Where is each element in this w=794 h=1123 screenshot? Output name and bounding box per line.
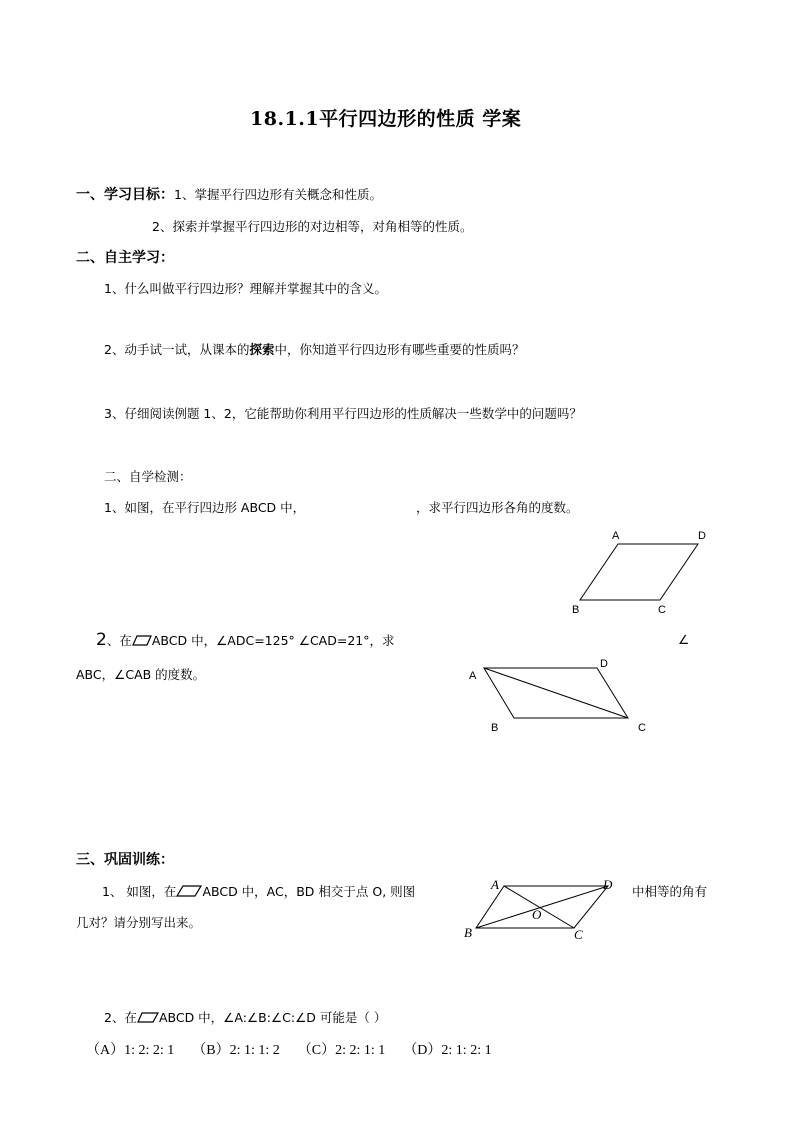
- vertex-label-c: C: [638, 722, 646, 734]
- diagonal-ac: [484, 668, 628, 718]
- figure-parallelogram-2: [464, 654, 654, 738]
- option-c: （C）2: 2: 1: 1: [297, 1043, 386, 1058]
- option-b: （B）2: 1: 1: 2: [192, 1043, 280, 1058]
- parallelogram-symbol-icon: [132, 635, 152, 646]
- diagonal-bd: [476, 886, 608, 928]
- vertex-label-b: B: [491, 722, 499, 734]
- exercise-1-line-1: [102, 882, 415, 900]
- parallelogram-shape: [580, 544, 698, 600]
- option-d: （D）2: 1: 2: 1: [403, 1043, 492, 1058]
- vertex-label-a: A: [491, 877, 499, 892]
- vertex-label-d: D: [698, 530, 706, 542]
- check-2-text-b: ABCD 中，∠ADC=125° ∠CAD=21°，求: [151, 633, 395, 648]
- section-learning-goals: [76, 184, 382, 204]
- goal-2: 2、探索并掌握平行四边形的对边相等，对角相等的性质。: [152, 219, 473, 234]
- section-heading-practice: 三、巩固训练：: [76, 852, 174, 868]
- exercise-2-options: [86, 1039, 492, 1059]
- question-2-text-a: 2、动手试一试，从课本的: [104, 342, 250, 357]
- exercise-1-text-c: 中相等的角有: [632, 884, 708, 899]
- parallelogram-symbol-icon: [137, 1012, 159, 1023]
- vertex-label-c: C: [574, 927, 583, 942]
- question-3: 3、仔细阅读例题 1、2，它能帮助你利用平行四边形的性质解决一些数学中的问题吗？: [104, 406, 582, 421]
- section-heading: 一、学习目标：: [76, 187, 174, 203]
- vertex-label-c: C: [658, 604, 666, 616]
- exercise-2-text-a: 2、在: [104, 1010, 137, 1025]
- vertex-label-d: D: [600, 658, 608, 670]
- vertex-label-a: A: [469, 670, 477, 682]
- exercise-2-line: [104, 1008, 386, 1026]
- page-title: 18.1.1平行四边形的性质 学案: [250, 108, 522, 130]
- check-2-number: 2: [96, 630, 107, 650]
- vertex-label-a: A: [612, 530, 620, 542]
- check-1-text-b: ，求平行四边形各角的度数。: [416, 500, 579, 515]
- vertex-label-b: B: [572, 604, 580, 616]
- option-a: （A）1: 2: 2: 1: [86, 1043, 175, 1058]
- exercise-1-text-a: 1、 如图，在: [102, 884, 177, 899]
- check-1-text-a: 1、如图，在平行四边形 ABCD 中，: [104, 500, 306, 515]
- question-2-keyword: 探索: [249, 342, 275, 357]
- section-heading-self-study: 二、自主学习：: [76, 250, 174, 266]
- center-label-o: O: [532, 907, 542, 922]
- figure-parallelogram-3: [460, 872, 630, 944]
- figure-parallelogram-1: [560, 524, 720, 620]
- check-2-line-1: [96, 630, 394, 650]
- exercise-1-text-b: ABCD 中，AC，BD 相交于点 O, 则图: [202, 884, 416, 899]
- question-2: [104, 340, 525, 358]
- vertex-label-b: B: [464, 925, 472, 940]
- question-1: 1、什么叫做平行四边形？理解并掌握其中的含义。: [104, 281, 387, 296]
- check-2-line-2: ABC，∠CAB 的度数。: [76, 667, 206, 682]
- vertex-label-d: D: [603, 877, 613, 892]
- exercise-1-line-2: 几对？请分别写出来。: [76, 915, 202, 930]
- goal-1: 1、掌握平行四边形有关概念和性质。: [174, 187, 382, 202]
- check-2-text-a: 、在: [106, 633, 132, 648]
- question-2-text-c: 中，你知道平行四边形有哪些重要的性质吗？: [274, 342, 525, 357]
- parallelogram-symbol-icon: [176, 885, 202, 897]
- check-2-angle-symbol: ∠: [678, 632, 690, 647]
- exercise-2-text-b: ABCD 中，∠A:∠B:∠C:∠D 可能是（ ）: [158, 1010, 387, 1025]
- self-check-heading: 二、自学检测：: [104, 469, 192, 484]
